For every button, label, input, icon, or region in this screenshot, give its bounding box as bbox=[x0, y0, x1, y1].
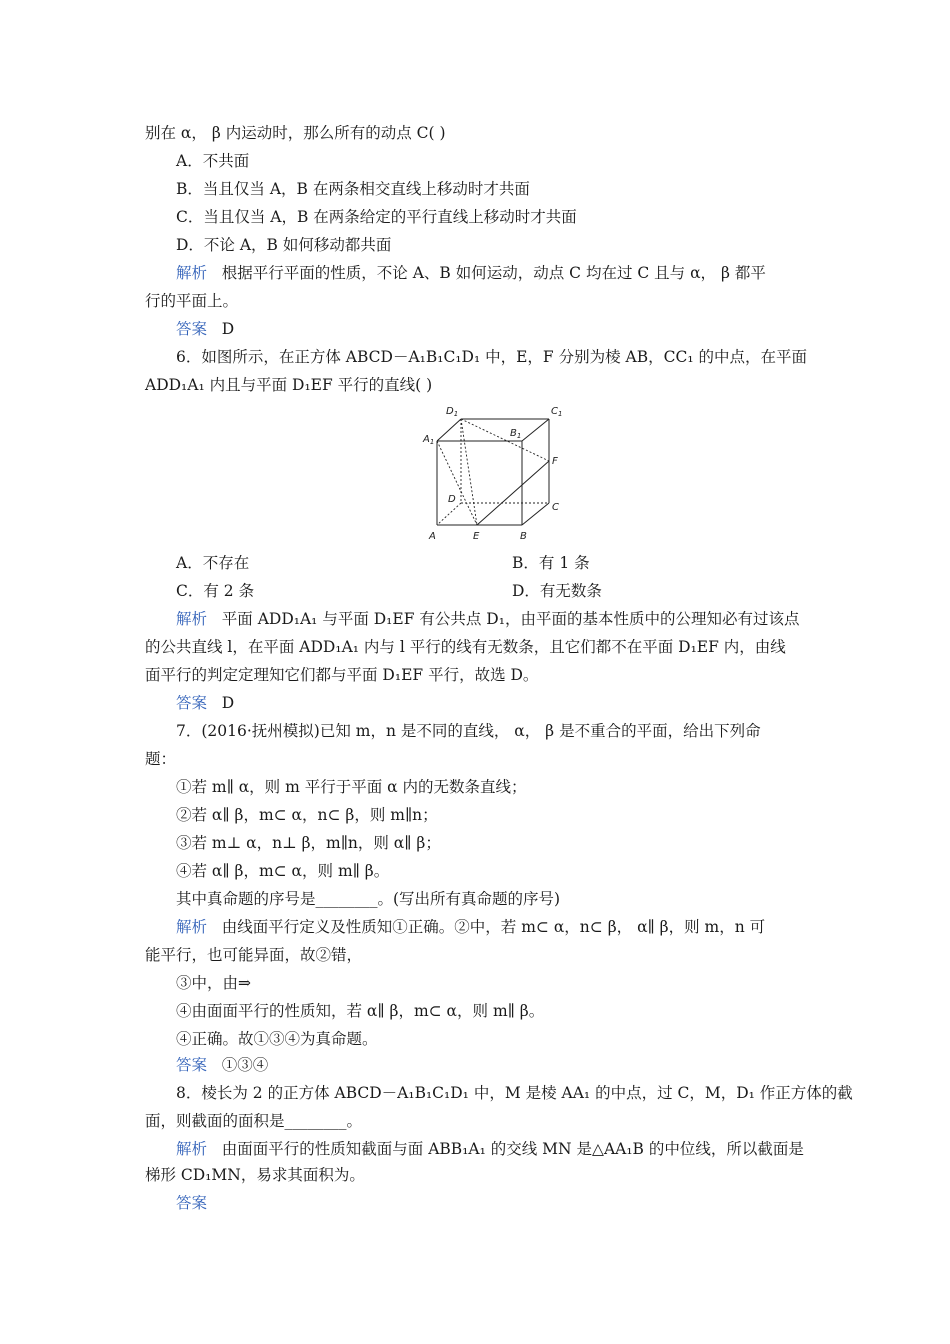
proposition-1: ①若 m∥ α，则 m 平行于平面 α 内的无数条直线； bbox=[176, 778, 527, 796]
text-line: 面，则截面的面积是________。 bbox=[145, 1112, 363, 1130]
analysis-label: 解析 bbox=[176, 1140, 208, 1158]
text-line: ④正确。故①③④为真命题。 bbox=[176, 1030, 378, 1048]
answer-text: D bbox=[221, 320, 235, 338]
text-line: 行的平面上。 bbox=[145, 292, 239, 310]
label-a: A bbox=[429, 531, 436, 542]
edge-a1d1 bbox=[437, 419, 461, 441]
option-d: D．有无数条 bbox=[512, 582, 602, 600]
analysis-line bbox=[176, 916, 765, 938]
label-f: F bbox=[552, 456, 558, 467]
answer-label: 答案 bbox=[176, 694, 208, 712]
question-7: 7．(2016·抚州模拟)已知 m，n 是不同的直线， α， β 是不重合的平面，给出下列命 bbox=[176, 722, 761, 740]
line-d1f bbox=[461, 419, 549, 461]
option-b: B．有 1 条 bbox=[512, 554, 590, 572]
edge-b1c1 bbox=[522, 419, 549, 441]
option-b: B．当且仅当 A，B 在两条相交直线上移动时才共面 bbox=[176, 180, 530, 198]
text-line: 题： bbox=[145, 750, 177, 768]
label-e: E bbox=[473, 531, 480, 542]
label-c1: $C_1$ bbox=[551, 406, 563, 418]
answer-line bbox=[176, 1192, 207, 1214]
text-line: 面平行的判定定理知它们都与平面 D₁EF 平行，故选 D。 bbox=[145, 666, 539, 684]
analysis-text: 平面 ADD₁A₁ 与平面 D₁EF 有公共点 D₁，由平面的基本性质中的公理知必有过该点 bbox=[221, 610, 800, 628]
text-line: 能平行，也可能异面，故②错， bbox=[145, 946, 363, 964]
analysis-label: 解析 bbox=[176, 918, 208, 936]
analysis-text: 由线面平行定义及性质知①正确。②中，若 m⊂ α，n⊂ β， α∥ β，则 m，n 可 bbox=[221, 918, 766, 936]
label-c: C bbox=[552, 502, 559, 513]
analysis-text: 由面面平行的性质知截面与面 ABB₁A₁ 的交线 MN 是△AA₁B 的中位线，所以截面是 bbox=[221, 1140, 804, 1158]
answer-label: 答案 bbox=[176, 1194, 208, 1212]
answer-label: 答案 bbox=[176, 1056, 208, 1074]
text-line: ③中，由⇒ bbox=[176, 974, 251, 992]
answer-line bbox=[176, 692, 234, 714]
question-8: 8．棱长为 2 的正方体 ABCD－A₁B₁C₁D₁ 中，M 是棱 AA₁ 的中点，过 C，M，D₁ 作正方体的截 bbox=[176, 1084, 853, 1102]
question-6: 6．如图所示，在正方体 ABCD－A₁B₁C₁D₁ 中，E，F 分别为棱 AB，CC₁ 的中点，在平面 bbox=[176, 348, 807, 366]
line-d1e bbox=[461, 419, 477, 525]
option-a: A．不存在 bbox=[176, 554, 250, 572]
proposition-4: ④若 α∥ β，m⊂ α，则 m∥ β。 bbox=[176, 862, 390, 880]
analysis-line bbox=[176, 262, 766, 284]
text-line: 的公共直线 l，在平面 ADD₁A₁ 内与 l 平行的线有无数条，且它们都不在平面 D₁EF 内，由线 bbox=[145, 638, 786, 656]
proposition-3: ③若 m⊥ α，n⊥ β，m∥n，则 α∥ β； bbox=[176, 834, 441, 852]
label-d1: $D_1$ bbox=[446, 406, 459, 418]
analysis-label: 解析 bbox=[176, 264, 208, 282]
option-c: C．当且仅当 A，B 在两条给定的平行直线上移动时才共面 bbox=[176, 208, 577, 226]
analysis-line bbox=[176, 608, 799, 630]
text-line: 别在 α， β 内运动时，那么所有的动点 C( ) bbox=[145, 124, 446, 142]
label-d: D bbox=[448, 494, 456, 505]
answer-line bbox=[176, 1054, 268, 1076]
edge-cb bbox=[522, 503, 549, 525]
edge-da bbox=[437, 503, 461, 525]
text-line: ④由面面平行的性质知，若 α∥ β，m⊂ α，则 m∥ β。 bbox=[176, 1002, 545, 1020]
answer-line bbox=[176, 318, 234, 340]
option-c: C．有 2 条 bbox=[176, 582, 255, 600]
answer-label: 答案 bbox=[176, 320, 208, 338]
answer-text: D bbox=[221, 694, 235, 712]
text-line: ADD₁A₁ 内且与平面 D₁EF 平行的直线( ) bbox=[145, 376, 433, 394]
option-d: D．不论 A，B 如何移动都共面 bbox=[176, 236, 392, 254]
proposition-2: ②若 α∥ β，m⊂ α，n⊂ β，则 m∥n； bbox=[176, 806, 438, 824]
option-a: A．不共面 bbox=[176, 152, 250, 170]
label-a1: $A_1$ bbox=[423, 434, 435, 446]
text-line: 梯形 CD₁MN，易求其面积为。 bbox=[145, 1166, 365, 1184]
analysis-label: 解析 bbox=[176, 610, 208, 628]
answer-text: ①③④ bbox=[221, 1056, 269, 1074]
label-b: B bbox=[520, 531, 527, 542]
cube-diagram bbox=[415, 400, 575, 545]
line-ef bbox=[477, 461, 549, 525]
label-b1: $B_1$ bbox=[510, 428, 522, 440]
analysis-text: 根据平行平面的性质，不论 A、B 如何运动，动点 C 均在过 C 且与 α， β 都平 bbox=[221, 264, 766, 282]
analysis-line bbox=[176, 1138, 804, 1160]
text-line: 其中真命题的序号是________。(写出所有真命题的序号) bbox=[176, 890, 561, 908]
cube-figure bbox=[415, 400, 575, 545]
